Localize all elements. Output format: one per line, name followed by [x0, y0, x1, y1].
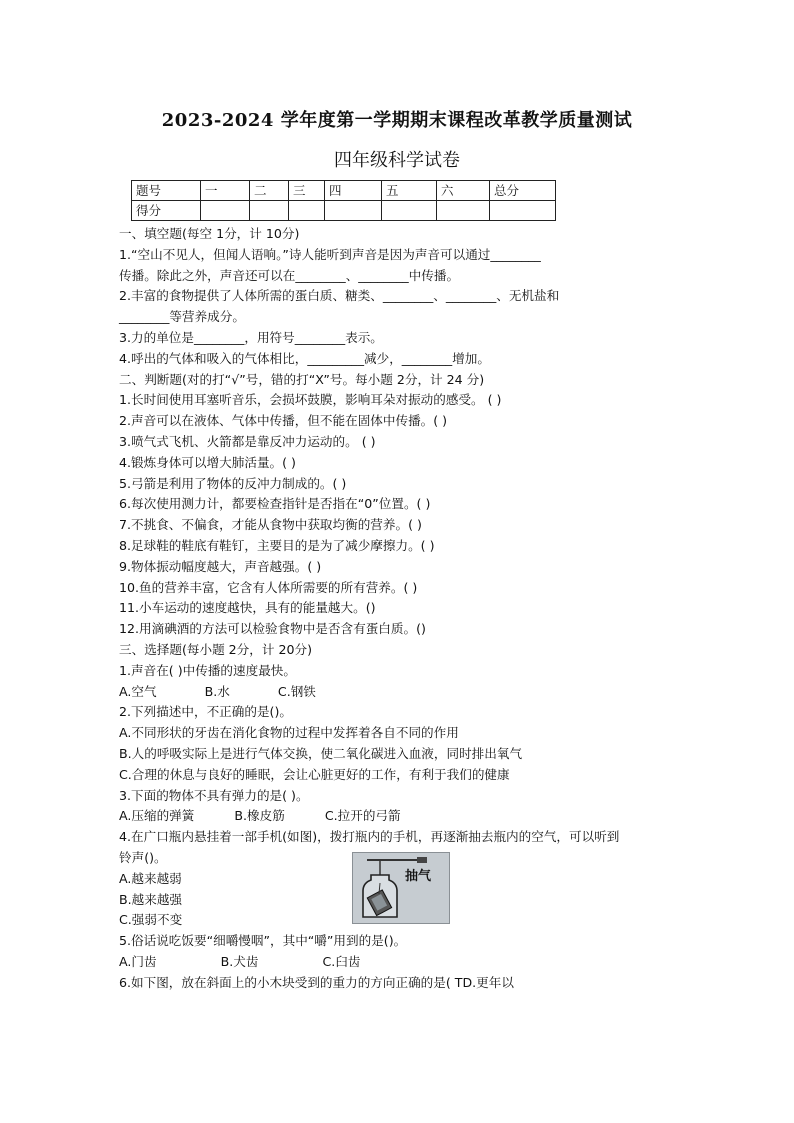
score-table-header-row [132, 181, 556, 201]
question-text: 7.不挑食、不偏食，才能从食物中获取均衡的营养。( ) [119, 517, 422, 533]
score-cell: 总分 [490, 181, 556, 201]
jar-phone-illustration [353, 853, 449, 923]
question-text: 3.喷气式飞机、火箭都是靠反冲力运动的。 ( ) [119, 433, 376, 449]
score-cell: 三 [289, 181, 325, 201]
exam-subtitle: 四年级科学试卷 [334, 150, 460, 171]
score-cell [437, 201, 490, 221]
score-cell: 得分 [132, 201, 201, 221]
question-text: 8.足球鞋的鞋底有鞋钉，主要目的是为了减少摩擦力。( ) [119, 537, 435, 553]
answer-option: A.不同形状的牙齿在消化食物的过程中发挥着各自不同的作用 [119, 725, 459, 741]
question-text: 2.声音可以在液体、气体中传播，但不能在固体中传播。( ) [119, 413, 448, 429]
score-cell: 五 [382, 181, 437, 201]
question-text: 10.鱼的营养丰富，它含有人体所需要的所有营养。( ) [119, 579, 418, 595]
score-cell: 六 [437, 181, 490, 201]
exam-title: 2023-2024 学年度第一学期期末课程改革教学质量测试 [161, 110, 633, 131]
score-cell: 二 [250, 181, 289, 201]
question-text: 2.丰富的食物提供了人体所需的蛋白质、糖类、________、________、无机盐和 [119, 288, 560, 304]
score-cell: 四 [325, 181, 382, 201]
score-cell [289, 201, 325, 221]
question-text: 4.呼出的气体和吸入的气体相比，_________减少，________增加。 [119, 350, 490, 366]
question-text: 6.每次使用测力计，都要检查指针是否指在“0”位置。( ) [119, 496, 431, 512]
answer-options: A.压缩的弹簧 B.橡皮筋 C.拉开的弓箭 [119, 808, 401, 824]
section-heading-fill-in: 一、填空题(每空 1分，计 10分) [119, 226, 300, 241]
answer-option: C.合理的休息与良好的睡眠，会让心脏更好的工作，有利于我们的健康 [119, 766, 510, 782]
answer-option: B.人的呼吸实际上是进行气体交换，使二氧化碳进入血液，同时排出氧气 [119, 745, 523, 761]
question-text: 5.俗话说吃饭要“细嚼慢咽”，其中“嚼”用到的是()。 [119, 933, 407, 949]
question-text: 3.力的单位是________，用符号________表示。 [119, 329, 383, 345]
question-text: ________等营养成分。 [119, 309, 245, 325]
score-cell [201, 201, 250, 221]
answer-options: A.门齿 B.犬齿 C.臼齿 [119, 953, 361, 969]
question-text: 1.长时间使用耳塞听音乐，会损坏鼓膜，影响耳朵对振动的感受。 ( ) [119, 392, 502, 408]
question-text: 传播。除此之外，声音还可以在________、________中传播。 [119, 267, 460, 283]
answer-options: A.空气 B.水 C.钢铁 [119, 683, 316, 699]
question-text: 6.如下图，放在斜面上的小木块受到的重力的方向正确的是( TD.更年以 [119, 974, 514, 990]
score-table-score-row [132, 201, 556, 221]
question-text: 1.声音在( )中传播的速度最快。 [119, 662, 296, 678]
question-text: 1.“空山不见人，但闻人语响。”诗人能听到声音是因为声音可以通过________ [119, 246, 541, 262]
answer-option: B.越来越强 [119, 891, 183, 907]
score-cell: 一 [201, 181, 250, 201]
question-text: 12.用滴碘酒的方法可以检验食物中是否含有蛋白质。() [119, 621, 426, 637]
jar-phone-figure [352, 852, 450, 924]
question-text: 11.小车运动的速度越快，具有的能量越大。() [119, 600, 376, 616]
score-cell [490, 201, 556, 221]
question-text: 5.弓箭是利用了物体的反冲力制成的。( ) [119, 475, 347, 491]
score-cell: 题号 [132, 181, 201, 201]
answer-option: A.越来越弱 [119, 870, 182, 886]
score-cell [382, 201, 437, 221]
question-text: 铃声()。 [119, 849, 167, 865]
section-heading-true-false: 二、判断题(对的打“√”号，错的打“X”号。每小题 2分，计 24 分) [119, 371, 485, 387]
figure-label: 抽气 [405, 869, 432, 884]
section-heading-multiple-choice: 三、选择题(每小题 2分，计 20分) [119, 641, 312, 657]
question-text: 4.锻炼身体可以增大肺活量。( ) [119, 454, 296, 470]
question-text: 9.物体振动幅度越大，声音越强。( ) [119, 558, 322, 574]
question-text: 4.在广口瓶内悬挂着一部手机(如图)，拨打瓶内的手机，再逐渐抽去瓶内的空气，可以听到 [119, 829, 620, 845]
score-cell [250, 201, 289, 221]
score-cell [325, 201, 382, 221]
question-text: 2.下列描述中，不正确的是()。 [119, 704, 292, 720]
score-table [131, 180, 556, 221]
answer-option: C.强弱不变 [119, 912, 183, 928]
question-text: 3.下面的物体不具有弹力的是( )。 [119, 787, 309, 803]
